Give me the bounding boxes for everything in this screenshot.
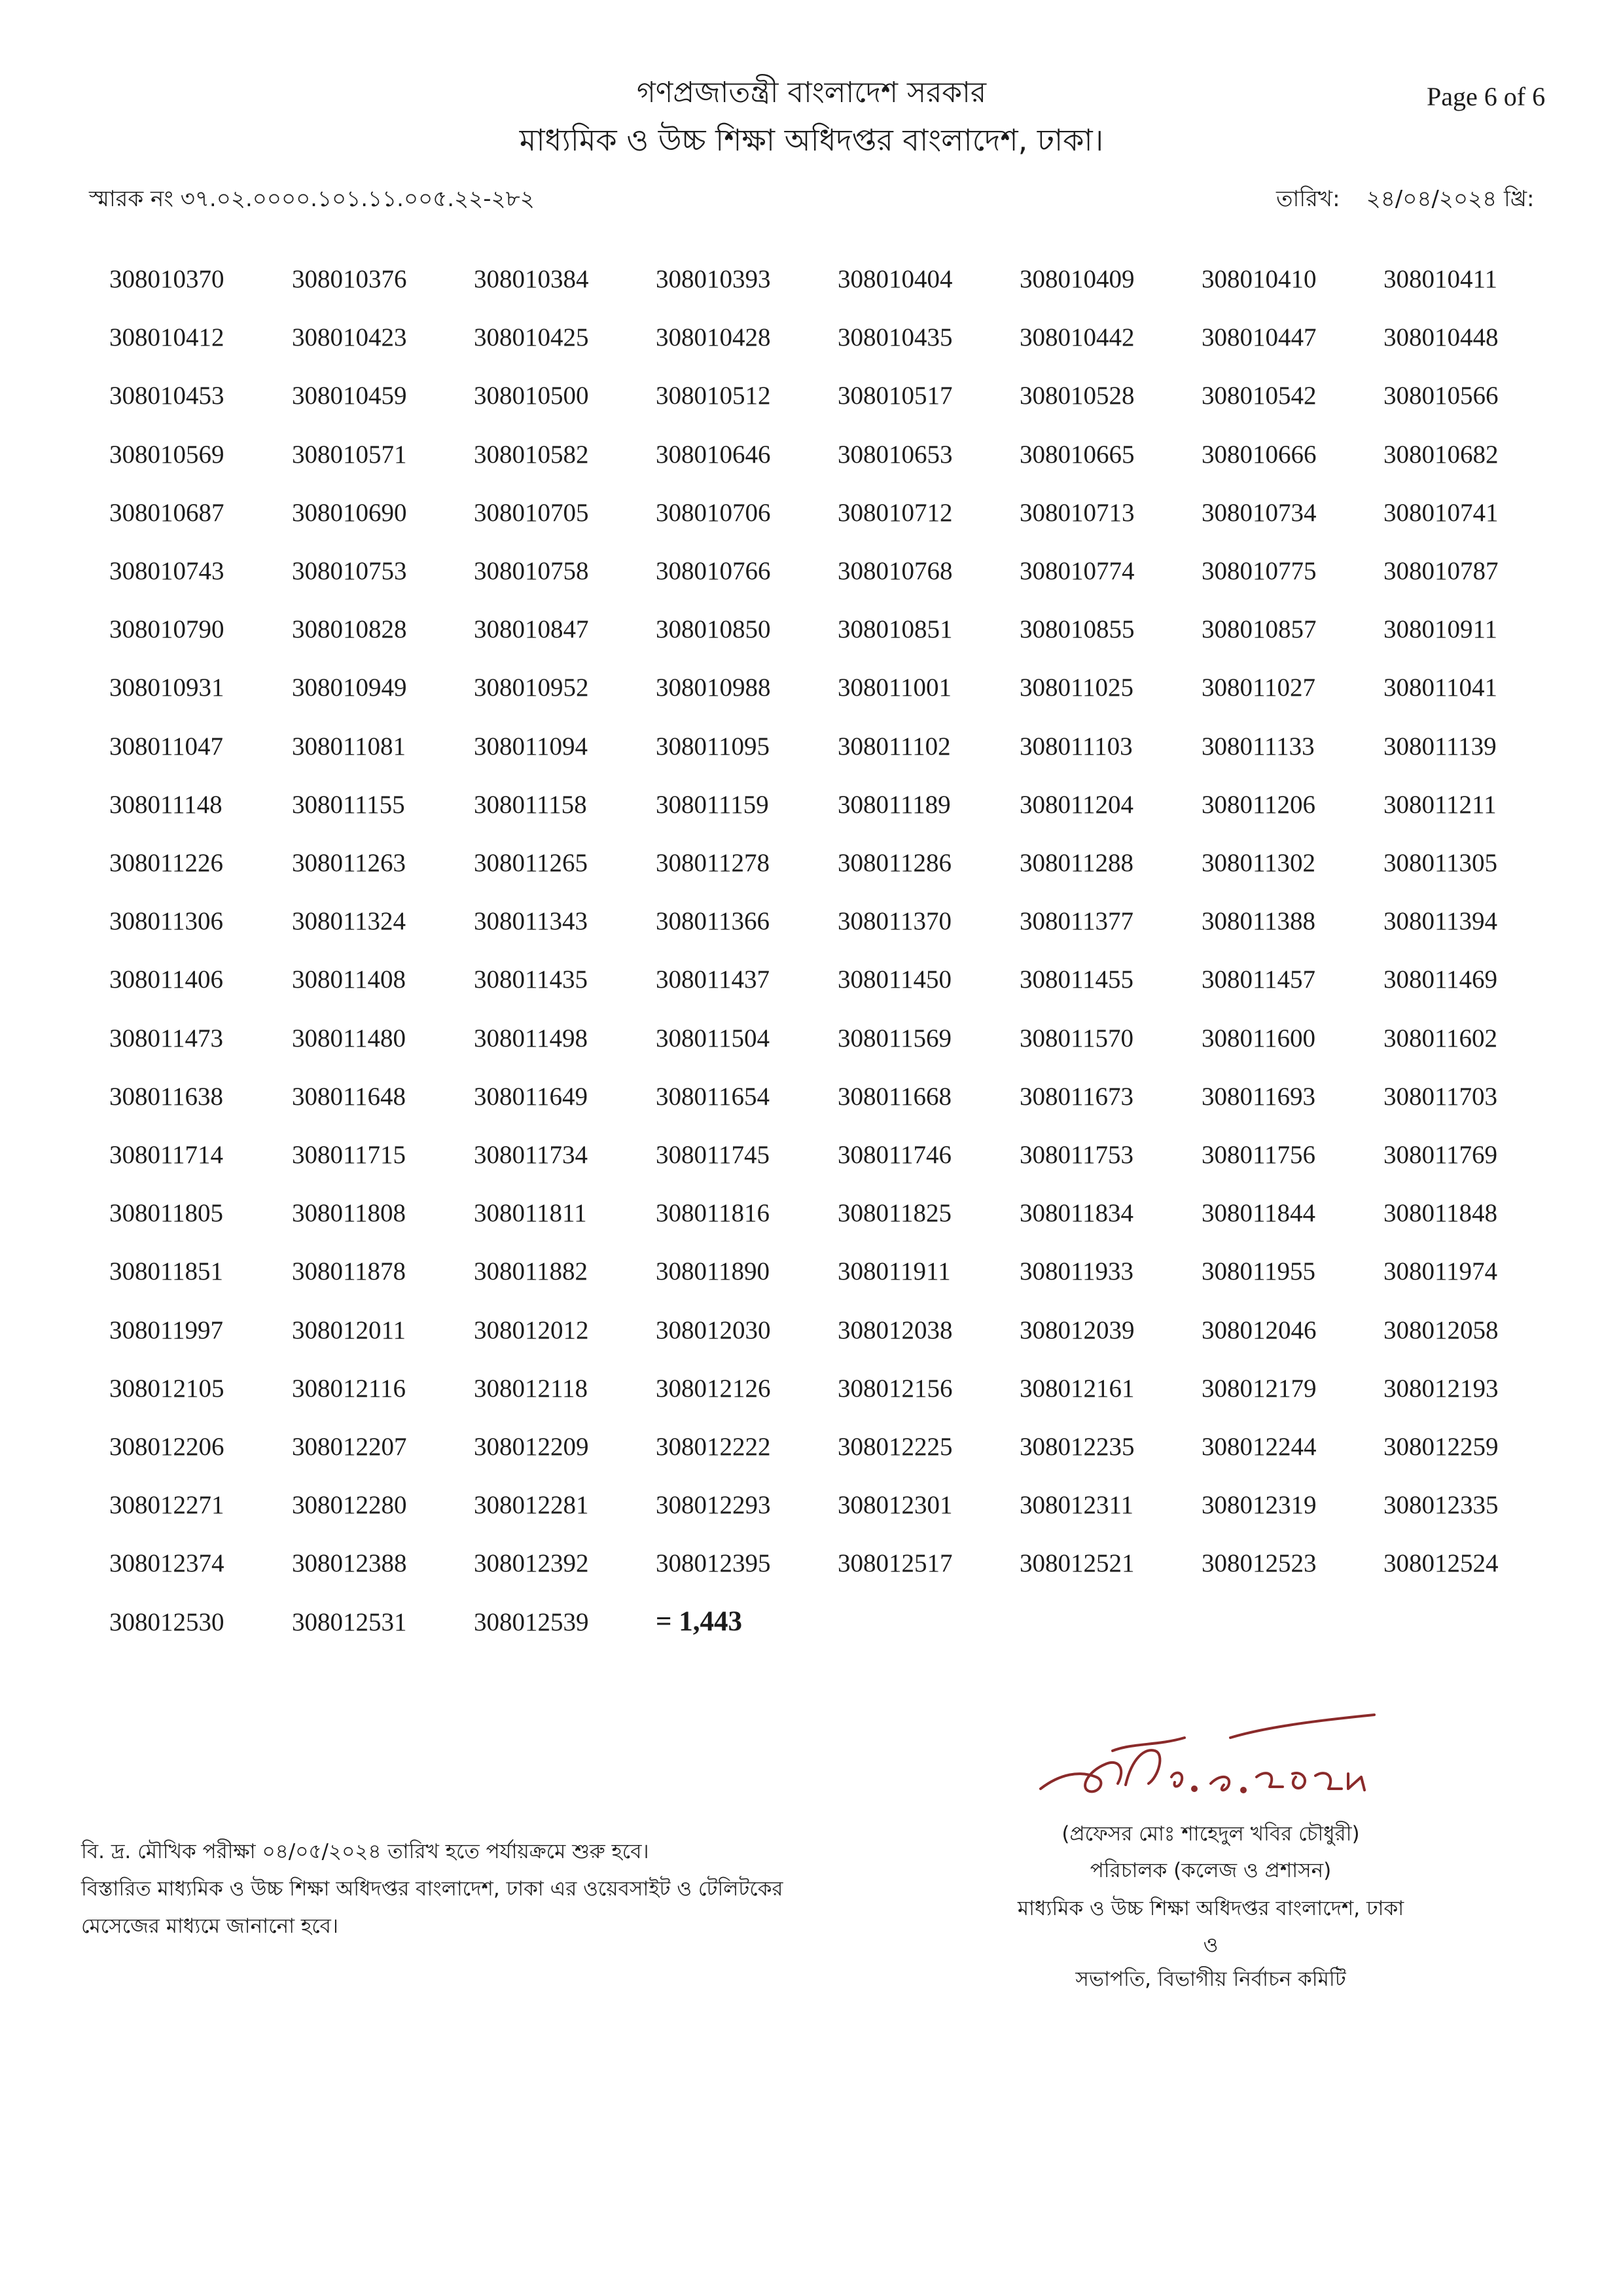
roll-number: 308010459 — [292, 382, 407, 410]
roll-number: 308011302 — [1202, 849, 1316, 877]
department-title: মাধ্যমিক ও উচ্চ শিক্ষা অধিদপ্তর বাংলাদেশ, ঢাকা। — [519, 122, 1104, 158]
roll-number: 308012116 — [292, 1374, 406, 1403]
roll-number: 308011848 — [1383, 1199, 1498, 1228]
roll-number: 308011366 — [656, 907, 770, 936]
roll-number: 308012523 — [1202, 1549, 1317, 1578]
roll-number: 308011204 — [1020, 790, 1134, 819]
roll-number: 308010404 — [838, 265, 953, 293]
roll-number: 308011406 — [109, 965, 224, 994]
roll-number: 308012271 — [109, 1491, 224, 1520]
roll-number: 308011602 — [1383, 1024, 1498, 1052]
roll-number: 308010949 — [292, 673, 407, 702]
roll-number: 308012156 — [838, 1374, 953, 1403]
roll-number: 308011825 — [838, 1199, 952, 1228]
roll-number: 308010448 — [1383, 323, 1499, 352]
roll-number: 308011306 — [109, 907, 224, 936]
roll-number: 308011703 — [1383, 1082, 1498, 1111]
signatory-committee: সভাপতি, বিভাগীয় নির্বাচন কমিটি — [1075, 1967, 1346, 1991]
roll-number: 308012531 — [292, 1607, 407, 1636]
roll-number: 308010442 — [1020, 323, 1135, 352]
roll-number: 308011769 — [1383, 1141, 1498, 1169]
roll-number: 308012161 — [1020, 1374, 1135, 1403]
roll-number: 308011649 — [474, 1082, 588, 1111]
roll-number: 308012046 — [1202, 1316, 1317, 1344]
roll-number: 308011878 — [292, 1257, 406, 1286]
roll-number: 308010855 — [1020, 615, 1135, 644]
roll-number: 308010766 — [656, 557, 771, 585]
roll-number: 308011455 — [1020, 965, 1134, 994]
roll-number: 308011890 — [656, 1257, 770, 1286]
roll-number: 308011457 — [1202, 965, 1316, 994]
roll-number: 308012039 — [1020, 1316, 1135, 1344]
roll-number: 308011158 — [474, 790, 587, 819]
roll-number: 308010409 — [1020, 265, 1135, 293]
roll-number: 308010705 — [474, 498, 589, 527]
roll-number: 308010370 — [109, 265, 224, 293]
roll-number: 308011148 — [109, 790, 223, 819]
roll-number: 308011882 — [474, 1257, 588, 1286]
roll-number: 308010911 — [1383, 615, 1498, 644]
roll-number: 308011756 — [1202, 1141, 1316, 1169]
roll-number: 308011450 — [838, 965, 952, 994]
roll-number: 308011714 — [109, 1141, 224, 1169]
page-number: Page 6 of 6 — [1427, 82, 1546, 111]
roll-number: 308010425 — [474, 323, 589, 352]
signatory-name: (প্রফেসর মোঃ শাহেদুল খবির চৌধুরী) — [1061, 1822, 1360, 1846]
roll-number: 308012207 — [292, 1433, 407, 1461]
total-count: = 1,443 — [656, 1605, 743, 1637]
roll-number: 308010713 — [1020, 498, 1135, 527]
roll-number: 308011569 — [838, 1024, 952, 1052]
roll-number: 308011211 — [1383, 790, 1497, 819]
roll-number: 308010931 — [109, 673, 224, 702]
roll-number: 308010775 — [1202, 557, 1317, 585]
roll-number: 308010712 — [838, 498, 953, 527]
roll-number: 308011081 — [292, 732, 406, 761]
roll-number: 308011570 — [1020, 1024, 1134, 1052]
roll-number: 308011388 — [1202, 907, 1316, 936]
roll-number: 308012311 — [1020, 1491, 1134, 1520]
roll-number: 308010428 — [656, 323, 771, 352]
roll-number: 308012392 — [474, 1549, 589, 1578]
roll-number: 308011473 — [109, 1024, 224, 1052]
roll-number: 308011693 — [1202, 1082, 1316, 1111]
roll-number: 308011673 — [1020, 1082, 1134, 1111]
roll-number: 308010542 — [1202, 382, 1317, 410]
roll-number: 308012524 — [1383, 1549, 1499, 1578]
roll-number: 308011805 — [109, 1199, 224, 1228]
roll-number: 308012011 — [292, 1316, 406, 1344]
roll-number: 308010666 — [1202, 440, 1317, 469]
signature — [1034, 1712, 1400, 1816]
roll-number: 308012105 — [109, 1374, 224, 1403]
roll-number: 308011286 — [838, 849, 952, 877]
roll-number: 308011001 — [838, 673, 952, 702]
roll-number: 308011189 — [838, 790, 951, 819]
roll-number: 308011734 — [474, 1141, 588, 1169]
roll-number: 308011094 — [474, 732, 588, 761]
roll-number: 308010828 — [292, 615, 407, 644]
roll-number: 308010571 — [292, 440, 407, 469]
roll-number: 308012244 — [1202, 1433, 1317, 1461]
roll-number: 308010790 — [109, 615, 224, 644]
roll-number: 308012293 — [656, 1491, 771, 1520]
roll-number: 308011408 — [292, 965, 406, 994]
roll-number: 308011844 — [1202, 1199, 1316, 1228]
roll-number: 308012319 — [1202, 1491, 1317, 1520]
roll-number: 308011377 — [1020, 907, 1134, 936]
roll-number: 308011997 — [109, 1316, 224, 1344]
roll-number: 308010687 — [109, 498, 224, 527]
roll-number: 308010566 — [1383, 382, 1499, 410]
roll-number: 308010384 — [474, 265, 589, 293]
roll-number: 308010847 — [474, 615, 589, 644]
roll-number: 308011715 — [292, 1141, 406, 1169]
roll-number: 308010753 — [292, 557, 407, 585]
roll-number: 308012222 — [656, 1433, 771, 1461]
roll-number: 308011498 — [474, 1024, 588, 1052]
roll-number: 308011025 — [1020, 673, 1134, 702]
roll-number: 308011305 — [1383, 849, 1498, 877]
roll-number: 308012395 — [656, 1549, 771, 1578]
roll-number: 308010850 — [656, 615, 771, 644]
roll-number: 308011343 — [474, 907, 588, 936]
roll-number: 308011668 — [838, 1082, 952, 1111]
roll-number: 308010376 — [292, 265, 407, 293]
roll-number: 308011159 — [656, 790, 769, 819]
roll-number: 308011834 — [1020, 1199, 1134, 1228]
roll-number: 308012388 — [292, 1549, 407, 1578]
signatory-conjunction: ও — [1203, 1933, 1219, 1957]
roll-number: 308010582 — [474, 440, 589, 469]
roll-number: 308010706 — [656, 498, 771, 527]
roll-number: 308010857 — [1202, 615, 1317, 644]
date-value: ২৪/০৪/২০২৪ খ্রি: — [1366, 186, 1535, 212]
roll-number: 308012209 — [474, 1433, 589, 1461]
roll-number: 308011745 — [656, 1141, 770, 1169]
date-label: তারিখ: — [1276, 186, 1340, 212]
roll-number: 308010690 — [292, 498, 407, 527]
roll-number: 308012335 — [1383, 1491, 1499, 1520]
roll-number: 308012206 — [109, 1433, 224, 1461]
roll-number: 308012539 — [474, 1607, 589, 1636]
roll-number: 308011265 — [474, 849, 588, 877]
roll-number: 308011139 — [1383, 732, 1497, 761]
roll-number: 308011469 — [1383, 965, 1498, 994]
roll-number: 308011435 — [474, 965, 588, 994]
roll-number: 308010528 — [1020, 382, 1135, 410]
roll-number: 308011155 — [292, 790, 405, 819]
roll-number: 308012058 — [1383, 1316, 1499, 1344]
roll-number: 308011955 — [1202, 1257, 1316, 1286]
roll-number: 308011933 — [1020, 1257, 1134, 1286]
roll-number: 308010453 — [109, 382, 224, 410]
roll-number: 308011816 — [656, 1199, 770, 1228]
roll-number: 308010517 — [838, 382, 953, 410]
roll-number: 308010412 — [109, 323, 224, 352]
roll-number: 308010646 — [656, 440, 771, 469]
roll-number: 308011027 — [1202, 673, 1316, 702]
roll-number: 308012301 — [838, 1491, 953, 1520]
roll-number: 308011206 — [1202, 790, 1316, 819]
roll-number: 308011808 — [292, 1199, 406, 1228]
roll-number: 308011394 — [1383, 907, 1498, 936]
roll-number: 308011851 — [109, 1257, 224, 1286]
roll-number: 308012126 — [656, 1374, 771, 1403]
roll-number: 308010569 — [109, 440, 224, 469]
roll-number: 308012517 — [838, 1549, 953, 1578]
roll-number: 308012281 — [474, 1491, 589, 1520]
roll-number: 308011288 — [1020, 849, 1134, 877]
signatory-office: মাধ্যমিক ও উচ্চ শিক্ষা অধিদপ্তর বাংলাদেশ, ঢাকা — [1017, 1897, 1404, 1920]
roll-number: 308011437 — [656, 965, 770, 994]
roll-number: 308012118 — [474, 1374, 588, 1403]
roll-number: 308010734 — [1202, 498, 1317, 527]
roll-number: 308010787 — [1383, 557, 1499, 585]
govt-title: গণপ্রজাতন্ত্রী বাংলাদেশ সরকার — [636, 76, 987, 109]
memo-reference: স্মারক নং ৩৭.০২.০০০০.১০১.১১.০০৫.২২-২৮২ — [89, 186, 535, 212]
roll-number: 308011504 — [656, 1024, 770, 1052]
roll-number: 308010741 — [1383, 498, 1499, 527]
roll-number: 308011638 — [109, 1082, 224, 1111]
roll-number: 308012030 — [656, 1316, 771, 1344]
roll-number: 308012038 — [838, 1316, 953, 1344]
memo-date — [1276, 182, 1535, 219]
roll-number: 308010512 — [656, 382, 771, 410]
roll-number: 308012225 — [838, 1433, 953, 1461]
roll-number: 308011746 — [838, 1141, 952, 1169]
roll-number: 308011095 — [656, 732, 770, 761]
roll-number: 308011974 — [1383, 1257, 1498, 1286]
roll-number: 308012280 — [292, 1491, 407, 1520]
roll-number: 308010851 — [838, 615, 953, 644]
roll-number: 308010665 — [1020, 440, 1135, 469]
roll-number: 308010653 — [838, 440, 953, 469]
roll-number: 308011600 — [1202, 1024, 1316, 1052]
roll-number: 308011047 — [109, 732, 224, 761]
roll-number: 308012530 — [109, 1607, 224, 1636]
roll-number: 308011370 — [838, 907, 952, 936]
roll-number: 308011753 — [1020, 1141, 1134, 1169]
roll-number: 308010768 — [838, 557, 953, 585]
roll-number: 308011226 — [109, 849, 224, 877]
roll-number: 308011263 — [292, 849, 406, 877]
roll-number: 308010500 — [474, 382, 589, 410]
note-line-1: বি. দ্র. মৌখিক পরীক্ষা ০৪/০৫/২০২৪ তারিখ হতে পর্যায়ক্রমে শুরু হবে। — [81, 1840, 649, 1863]
roll-number: 308010435 — [838, 323, 953, 352]
roll-number: 308010682 — [1383, 440, 1499, 469]
roll-number: 308011654 — [656, 1082, 770, 1111]
roll-number: 308011278 — [656, 849, 770, 877]
roll-number: 308011811 — [474, 1199, 587, 1228]
roll-number: 308010774 — [1020, 557, 1135, 585]
roll-number: 308010393 — [656, 265, 771, 293]
roll-number: 308012235 — [1020, 1433, 1135, 1461]
roll-number: 308011648 — [292, 1082, 406, 1111]
roll-number: 308010423 — [292, 323, 407, 352]
roll-number: 308011911 — [838, 1257, 951, 1286]
roll-number: 308010988 — [656, 673, 771, 702]
roll-number: 308011480 — [292, 1024, 406, 1052]
roll-number: 308011041 — [1383, 673, 1498, 702]
note-line-2: বিস্তারিত মাধ্যমিক ও উচ্চ শিক্ষা অধিদপ্তর বাংলাদেশ, ঢাকা এর ওয়েবসাইট ও টেলিটকের — [81, 1877, 783, 1901]
roll-number: 308012193 — [1383, 1374, 1499, 1403]
roll-number: 308010743 — [109, 557, 224, 585]
roll-number: 308012374 — [109, 1549, 224, 1578]
roll-number: 308010411 — [1383, 265, 1498, 293]
roll-number: 308012179 — [1202, 1374, 1317, 1403]
roll-number: 308011133 — [1202, 732, 1315, 761]
roll-number: 308012259 — [1383, 1433, 1499, 1461]
signatory-designation: পরিচালক (কলেজ ও প্রশাসন) — [1090, 1859, 1332, 1882]
roll-number: 308010447 — [1202, 323, 1317, 352]
roll-number: 308011103 — [1020, 732, 1133, 761]
note-line-3: মেসেজের মাধ্যমে জানানো হবে। — [81, 1914, 339, 1938]
roll-number: 308012012 — [474, 1316, 589, 1344]
roll-number: 308012521 — [1020, 1549, 1135, 1578]
roll-number: 308010952 — [474, 673, 589, 702]
roll-number: 308011324 — [292, 907, 406, 936]
roll-number: 308011102 — [838, 732, 951, 761]
roll-number: 308010758 — [474, 557, 589, 585]
roll-number: 308010410 — [1202, 265, 1317, 293]
